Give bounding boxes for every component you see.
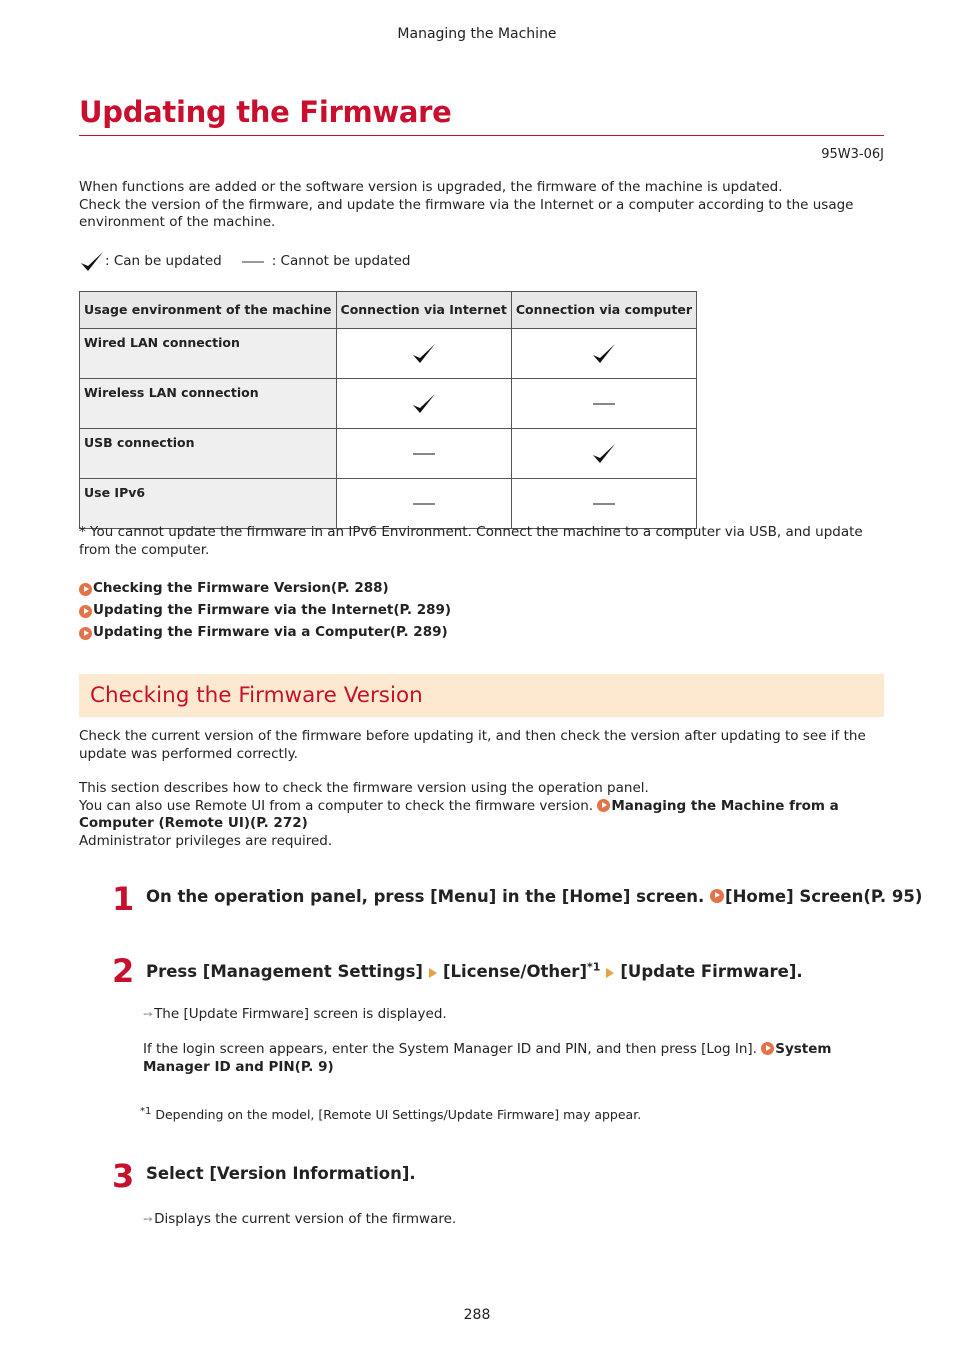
column-header: Usage environment of the machine [80, 292, 337, 329]
legend-cannot-label: : Cannot be updated [271, 253, 411, 270]
link-arrow-icon [597, 799, 610, 812]
document-code: 95W3-06J [821, 147, 884, 162]
step-2-note: If the login screen appears, enter the System Manager ID and PIN, and then press [Log In]. System Manager ID and PIN(P. 9) [143, 1041, 832, 1075]
link-checking-version[interactable]: Checking the Firmware Version(P. 288) [79, 578, 451, 600]
section-title: Checking the Firmware Version [90, 683, 423, 708]
link-update-computer[interactable]: Updating the Firmware via a Computer(P. 289) [79, 622, 451, 644]
dash-icon [511, 379, 696, 429]
legend-can-label: : Can be updated [105, 253, 222, 270]
step-3-text: Select [Version Information]. [146, 1164, 416, 1183]
result-arrow-icon: ➙ [143, 1007, 152, 1021]
intro-line-2: Check the version of the firmware, and update the firmware via the Internet or a computer according to the usage environment of the machine. [79, 196, 854, 230]
result-arrow-icon: ➙ [143, 1212, 152, 1226]
step-number: 3 [112, 1157, 135, 1195]
link-home-screen[interactable]: [Home] Screen(P. 95) [710, 887, 922, 906]
row-label: Wireless LAN connection [80, 379, 337, 429]
checkmark-icon [79, 250, 105, 274]
row-label: USB connection [80, 429, 337, 479]
page-number: 288 [463, 1307, 491, 1323]
link-arrow-icon [79, 583, 92, 596]
link-remote-ui-cont[interactable]: Computer (Remote UI)(P. 272) [79, 815, 308, 831]
intro-text [79, 179, 884, 232]
arrow-right-icon [429, 968, 437, 978]
section-paragraph-2: This section describes how to check the firmware version using the operation panel. You can also use Remote UI from a computer to check the firmware version. Managing the Machine from a Computer (Remote UI)(P. 272) Administrator privileges are required. [79, 780, 839, 849]
table-row [80, 429, 697, 479]
dash-icon [511, 479, 696, 529]
link-arrow-icon [761, 1042, 774, 1055]
row-label: Use IPv6 [80, 479, 337, 529]
step-1-text: On the operation panel, press [Menu] in the [Home] screen. [Home] Screen(P. 95) [146, 887, 923, 906]
checkmark-icon [511, 329, 696, 379]
step-2-text: Press [Management Settings] [License/Other]$^{*1}$ [Update Firmware]. [146, 960, 803, 981]
arrow-right-icon [606, 968, 614, 978]
link-arrow-icon [79, 627, 92, 640]
column-header: Connection via computer [511, 292, 696, 329]
link-system-manager[interactable]: System [761, 1041, 831, 1057]
dash-icon [336, 429, 511, 479]
link-system-manager-cont[interactable]: Manager ID and PIN(P. 9) [143, 1058, 334, 1075]
checkmark-icon [336, 329, 511, 379]
page-title: Updating the Firmware [79, 95, 452, 129]
legend [79, 250, 411, 274]
link-update-internet[interactable]: Updating the Firmware via the Internet(P. 289) [79, 600, 451, 622]
intro-line-1: When functions are added or the software version is upgraded, the firmware of the machine is updated. [79, 179, 783, 195]
title-divider [79, 135, 884, 136]
dash-icon [336, 479, 511, 529]
section-links [79, 578, 451, 644]
checkmark-icon [336, 379, 511, 429]
step-2-result: ➙ The [Update Firmware] screen is displayed. [143, 1006, 447, 1022]
dash-icon [242, 261, 264, 263]
table-row [80, 379, 697, 429]
step-number: 2 [112, 952, 135, 990]
update-method-table [79, 291, 697, 529]
link-arrow-icon [79, 605, 92, 618]
step-3-result: ➙ Displays the current version of the firmware. [143, 1211, 457, 1227]
step-2-footnote: $^{*1}$ Depending on the model, [Remote UI Settings/Update Firmware] may appear. [140, 1105, 642, 1122]
link-arrow-icon [710, 889, 724, 903]
link-remote-ui[interactable]: Managing the Machine from a [597, 798, 838, 814]
row-label: Wired LAN connection [80, 329, 337, 379]
table-row [80, 329, 697, 379]
running-header: Managing the Machine [397, 26, 557, 42]
checkmark-icon [511, 429, 696, 479]
table-row [80, 479, 697, 529]
ipv6-footnote: * You cannot update the firmware in an IPv6 Environment. Connect the machine to a computer via USB, and update from the computer. [79, 524, 863, 558]
column-header: Connection via Internet [336, 292, 511, 329]
step-number: 1 [112, 880, 135, 918]
section-paragraph-1: Check the current version of the firmware before updating it, and then check the version after updating to see if the update was performed correctly. [79, 728, 866, 762]
